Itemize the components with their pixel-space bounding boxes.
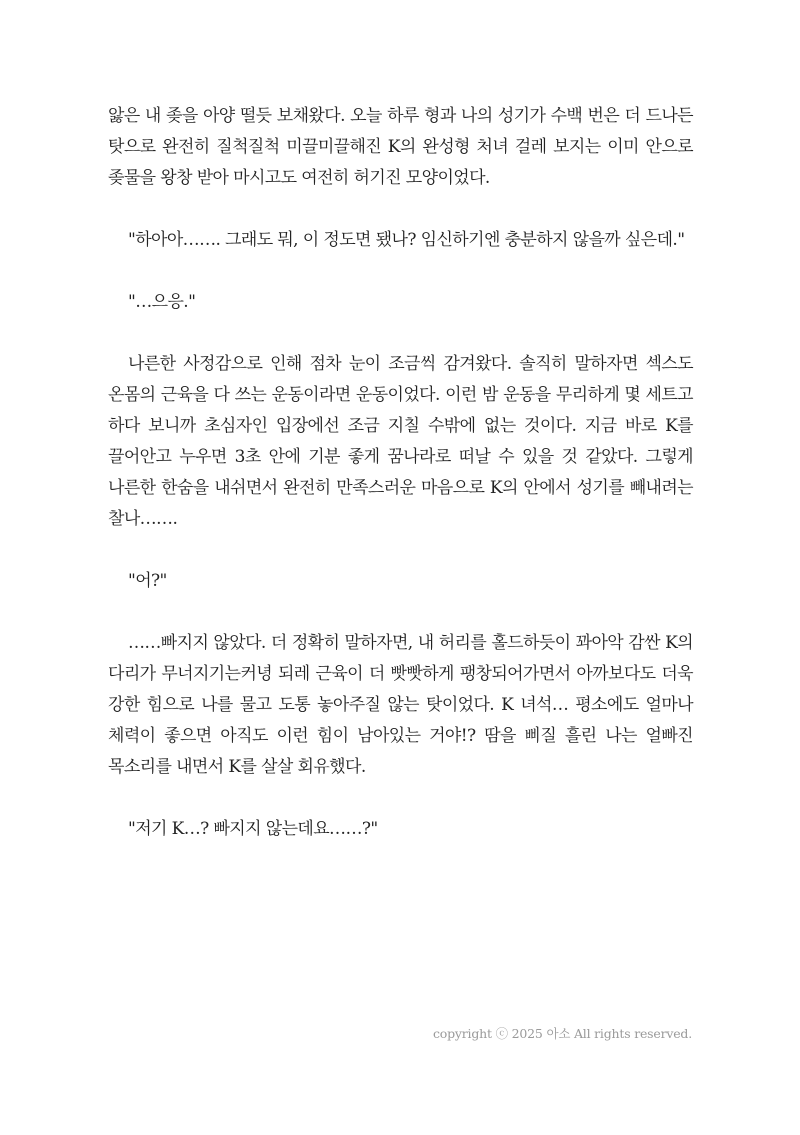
paragraph-gap: [108, 256, 693, 287]
paragraph-1: 앓은 내 좆을 아양 떨듯 보채왔다. 오늘 하루 형과 나의 성기가 수백 번은 더 드나든 탓으로 완전히 질척질척 미끌미끌해진 K의 완성형 처녀 걸레 보지는 이미 안으로 좆물을 왕창 받아 마시고도 여전히 허기진 모양이었다.: [108, 106, 693, 188]
copyright-notice: copyright ⓒ 2025 아소 All rights reserved.: [432, 1026, 692, 1041]
document-body: [108, 101, 693, 845]
paragraph-gap: [108, 783, 693, 814]
paragraph-gap: [108, 535, 693, 566]
paragraph-6: ……빠지지 않았다. 더 정확히 말하자면, 내 허리를 홀드하듯이 꽈아악 감싼 K의 다리가 무너지기는커녕 되레 근육이 더 빳빳하게 팽창되어가면서 아까보다도 더욱 강한 힘으로 나를 물고 도통 놓아주질 않는 탓이었다. K 녀석… 평소에도 얼마나 체력이 좋으면 아직도 이런 힘이 남아있는 거야!? 땀을 삐질 흘린 나는 얼빠진 목소리를 내면서 K를 살살 회유했다.: [108, 633, 693, 777]
paragraph-gap: [108, 597, 693, 628]
paragraph-3-dialogue: "…으응.": [128, 292, 196, 312]
paragraph-2-dialogue: "하아아……. 그래도 뭐, 이 정도면 됐나? 임신하기엔 충분하지 않을까 싶은데.": [128, 230, 685, 250]
paragraph-4: 나른한 사정감으로 인해 점차 눈이 조금씩 감겨왔다. 솔직히 말하자면 섹스도 온몸의 근육을 다 쓰는 운동이라면 운동이었다. 이런 밤 운동을 무리하게 몇 세트고 하다 보니까 초심자인 입장에선 조금 지칠 수밖에 없는 것이다. 지금 바로 K를 끌어안고 누우면 3초 안에 기분 좋게 꿈나라로 떠날 수 있을 것 같았다. 그렇게 나른한 한숨을 내쉬면서 완전히 만족스러운 마음으로 K의 안에서 성기를 빼내려는 찰나…….: [108, 354, 693, 529]
paragraph-7-dialogue: "저기 K…? 빠지지 않는데요……?": [128, 819, 378, 839]
paragraph-gap: [108, 318, 693, 349]
paragraph-5-dialogue: "어?": [128, 571, 167, 591]
paragraph-gap: [108, 194, 693, 225]
